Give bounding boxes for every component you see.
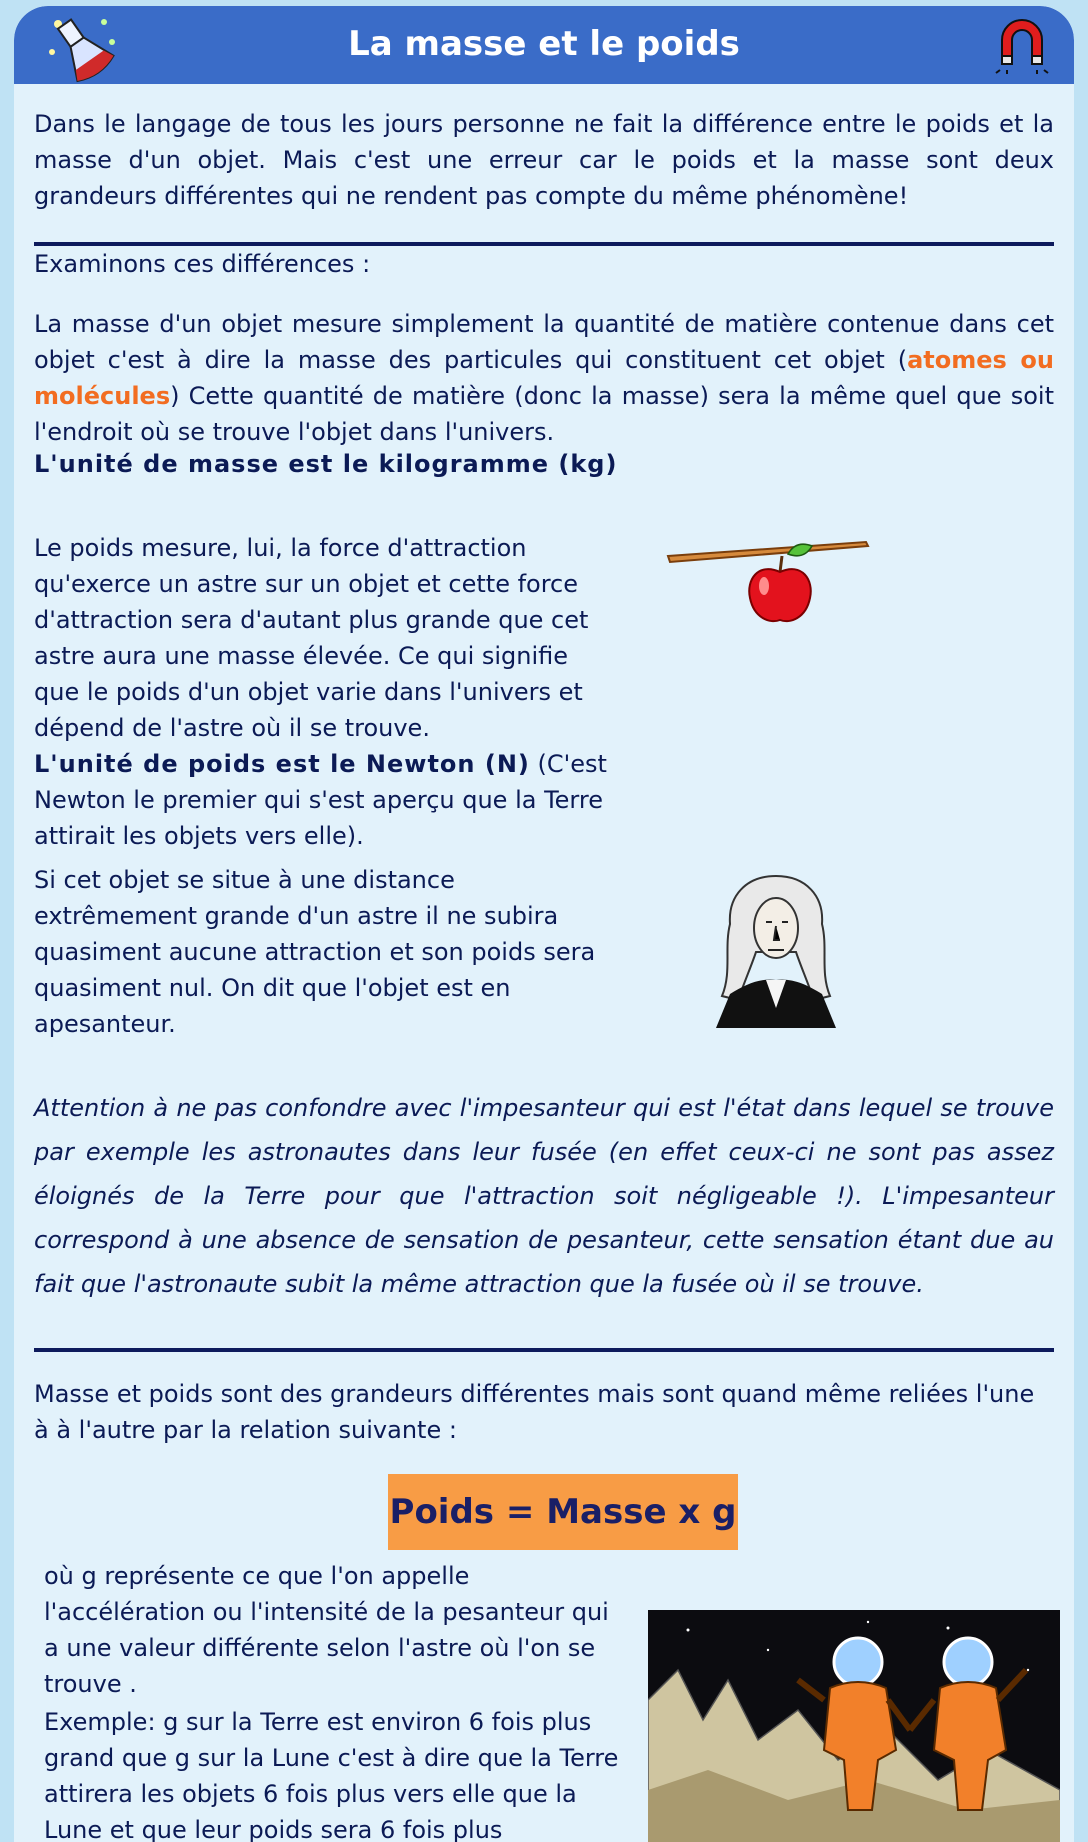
newton-portrait: [706, 868, 846, 1032]
masse-paragraph: [34, 306, 1054, 450]
distance-paragraph: Si cet objet se situe à une distance extrêmement grande d'un astre il ne subira quasiment aucune attraction et son poids sera quasiment nul. On dit que l'objet est en apesanteur.: [34, 866, 596, 1038]
page-header: [14, 6, 1074, 84]
poids-unit: L'unité de poids est le Newton (N): [34, 750, 530, 778]
masse-text-after: ) Cette quantité de matière (donc la masse) sera la même quel que soit l'endroit où se trouve l'objet dans l'univers.: [34, 382, 1054, 446]
example-paragraph: Exemple: g sur la Terre est environ 6 fois plus grand que g sur la Lune c'est à dire que la Terre attirera les objets 6 fois plus vers elle que la Lune et que leur poids sera 6 fois plus: [44, 1708, 619, 1842]
attention-note: Attention à ne pas confondre avec l'impesanteur qui est l'état dans lequel se trouve par exemple les astronautes dans leur fusée (en effet ceux-ci ne sont pas assez éloignés de la Terre pour que l'attraction soit négligeable !). L'impesanteur correspond à une absence de sensation de pesanteur, cette sensation étant due au fait que l'astronaute subit la même attraction que la fusée où il se trouve.: [34, 1094, 1054, 1298]
magnet-icon: [994, 16, 1050, 78]
masse-unit: L'unité de masse est le kilogramme (kg): [34, 450, 618, 478]
page: [14, 6, 1074, 1842]
formula-box: Poids = Masse x g: [388, 1474, 738, 1550]
intro-paragraph: Dans le langage de tous les jours personne ne fait la différence entre le poids et la masse d'un objet. Mais c'est une erreur car le poids et la masse sont deux grandeurs différentes qui ne rendent pas compte du même phénomène!: [34, 110, 1054, 210]
poids-unit-paragraph: [34, 746, 608, 854]
apple-branch-image: [666, 536, 876, 640]
examinons-text: Examinons ces différences :: [34, 250, 371, 278]
relation-paragraph: Masse et poids sont des grandeurs différentes mais sont quand même reliées l'une à à l'autre par la relation suivante :: [34, 1380, 1035, 1444]
page-title: La masse et le poids: [348, 24, 740, 64]
astronauts-image: [648, 1610, 1060, 1842]
poids-paragraph: Le poids mesure, lui, la force d'attraction qu'exerce un astre sur un objet et cette force d'attraction sera d'autant plus grande que cet astre aura une masse élevée. Ce qui signifie que le poids d'un objet varie dans l'univers et dépend de l'astre où il se trouve.: [34, 534, 589, 742]
masse-text-before: La masse d'un objet mesure simplement la quantité de matière contenue dans cet objet c'est à dire la masse des particules qui constituent cet objet (: [34, 310, 1054, 374]
atomes-molecules-link[interactable]: atomes ou molécules: [34, 346, 1054, 410]
g-paragraph: où g représente ce que l'on appelle l'accélération ou l'intensité de la pesanteur qui a une valeur différente selon l'astre où l'on se trouve .: [44, 1562, 609, 1698]
divider: [34, 1348, 1054, 1352]
poids-unit-note: (C'est Newton le premier qui s'est aperçu que la Terre attirait les objets vers elle).: [34, 750, 607, 850]
